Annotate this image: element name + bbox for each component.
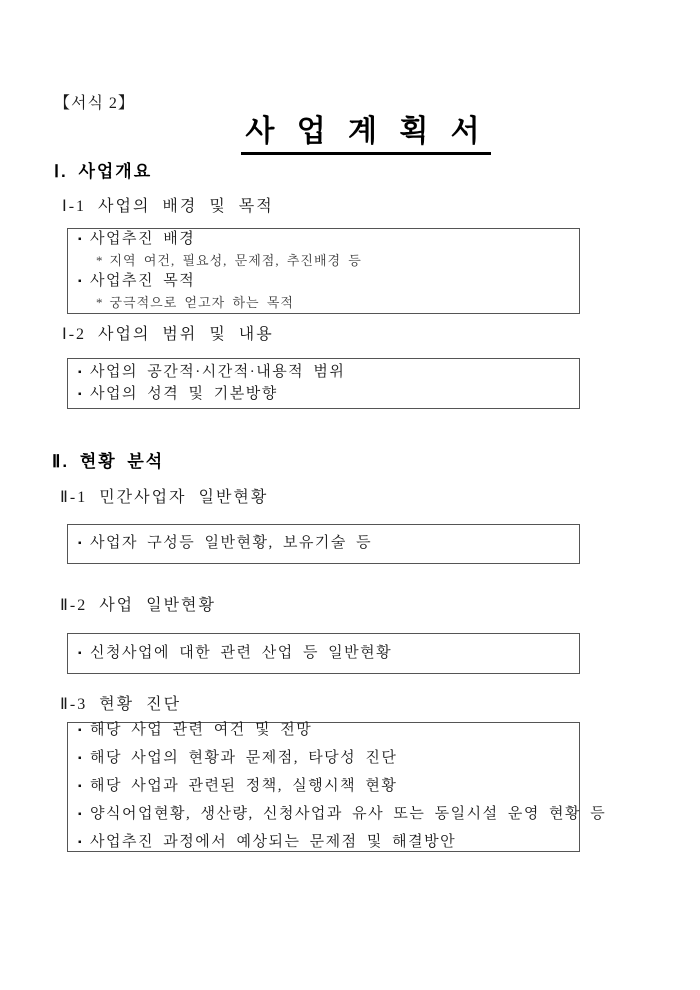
square-bullet-icon: ▪ <box>78 647 84 659</box>
box-scope-content <box>67 358 580 409</box>
box-subitem-text: 궁극적으로 얻고자 하는 목적 <box>109 295 294 310</box>
box-subitem-text: 지역 여건, 필요성, 문제점, 추진배경 등 <box>109 253 362 268</box>
box-item <box>78 829 569 857</box>
box-item <box>78 745 569 773</box>
square-bullet-icon: ▪ <box>78 837 84 848</box>
square-bullet-icon: ▪ <box>78 809 84 820</box>
box-item <box>78 717 569 745</box>
document-title-row <box>0 106 700 155</box>
section-2-3-heading: Ⅱ-3 현황 진단 <box>60 696 182 713</box>
box-item <box>78 229 569 251</box>
box-item <box>78 384 569 406</box>
box-status-diagnosis <box>67 722 607 852</box>
box-item-text: 사업의 성격 및 기본방향 <box>90 385 278 402</box>
box-item-text: 해당 사업 관련 여건 및 전망 <box>90 722 313 738</box>
box-business-status <box>67 633 580 674</box>
square-bullet-icon: ▪ <box>78 725 84 736</box>
box-item-text: 사업추진 목적 <box>90 273 196 289</box>
box-item <box>78 362 569 384</box>
box-item-text: 사업자 구성등 일반현황, 보유기술 등 <box>90 535 373 551</box>
square-bullet-icon: ▪ <box>78 538 84 549</box>
box-subitem <box>78 293 569 313</box>
form-number-label: 【서식 2】 <box>54 95 135 112</box>
asterisk-bullet-icon: * <box>96 295 104 310</box>
box-item-text: 양식어업현황, 생산량, 신청사업과 유사 또는 동일시설 운영 현황 등 <box>90 806 607 822</box>
box-item <box>78 533 569 555</box>
box-item-text: 신청사업에 대한 관련 산업 등 일반현황 <box>90 644 393 661</box>
box-item-text: 사업추진 과정에서 예상되는 문제점 및 해결방안 <box>90 834 457 850</box>
square-bullet-icon: ▪ <box>78 234 84 245</box>
section-1-2-heading: Ⅰ-2 사업의 범위 및 내용 <box>62 326 274 343</box>
section-2-1-heading: Ⅱ-1 민간사업자 일반현황 <box>60 489 269 506</box>
box-subitem <box>78 251 569 271</box>
square-bullet-icon: ▪ <box>78 388 84 400</box>
asterisk-bullet-icon: * <box>96 253 104 268</box>
document-title: 사 업 계 획 서 <box>241 106 490 155</box>
box-item-text: 사업추진 배경 <box>90 231 196 247</box>
box-background-purpose <box>67 228 580 314</box>
section-1-heading: Ⅰ. 사업개요 <box>54 162 153 181</box>
box-item-text: 사업의 공간적·시간적·내용적 범위 <box>90 363 346 380</box>
square-bullet-icon: ▪ <box>78 366 84 378</box>
section-1-1-heading: Ⅰ-1 사업의 배경 및 목적 <box>62 198 274 215</box>
square-bullet-icon: ▪ <box>78 753 84 764</box>
box-item <box>78 773 569 801</box>
box-item <box>78 643 569 665</box>
square-bullet-icon: ▪ <box>78 276 84 287</box>
box-item-text: 해당 사업의 현황과 문제점, 타당성 진단 <box>90 750 398 766</box>
box-item-text: 해당 사업과 관련된 정책, 실행시책 현황 <box>90 778 398 794</box>
section-2-heading: Ⅱ. 현황 분석 <box>52 452 165 471</box>
box-item <box>78 801 607 829</box>
box-item <box>78 271 569 293</box>
section-2-2-heading: Ⅱ-2 사업 일반현황 <box>60 597 216 614</box>
square-bullet-icon: ▪ <box>78 781 84 792</box>
box-operator-status <box>67 524 580 564</box>
